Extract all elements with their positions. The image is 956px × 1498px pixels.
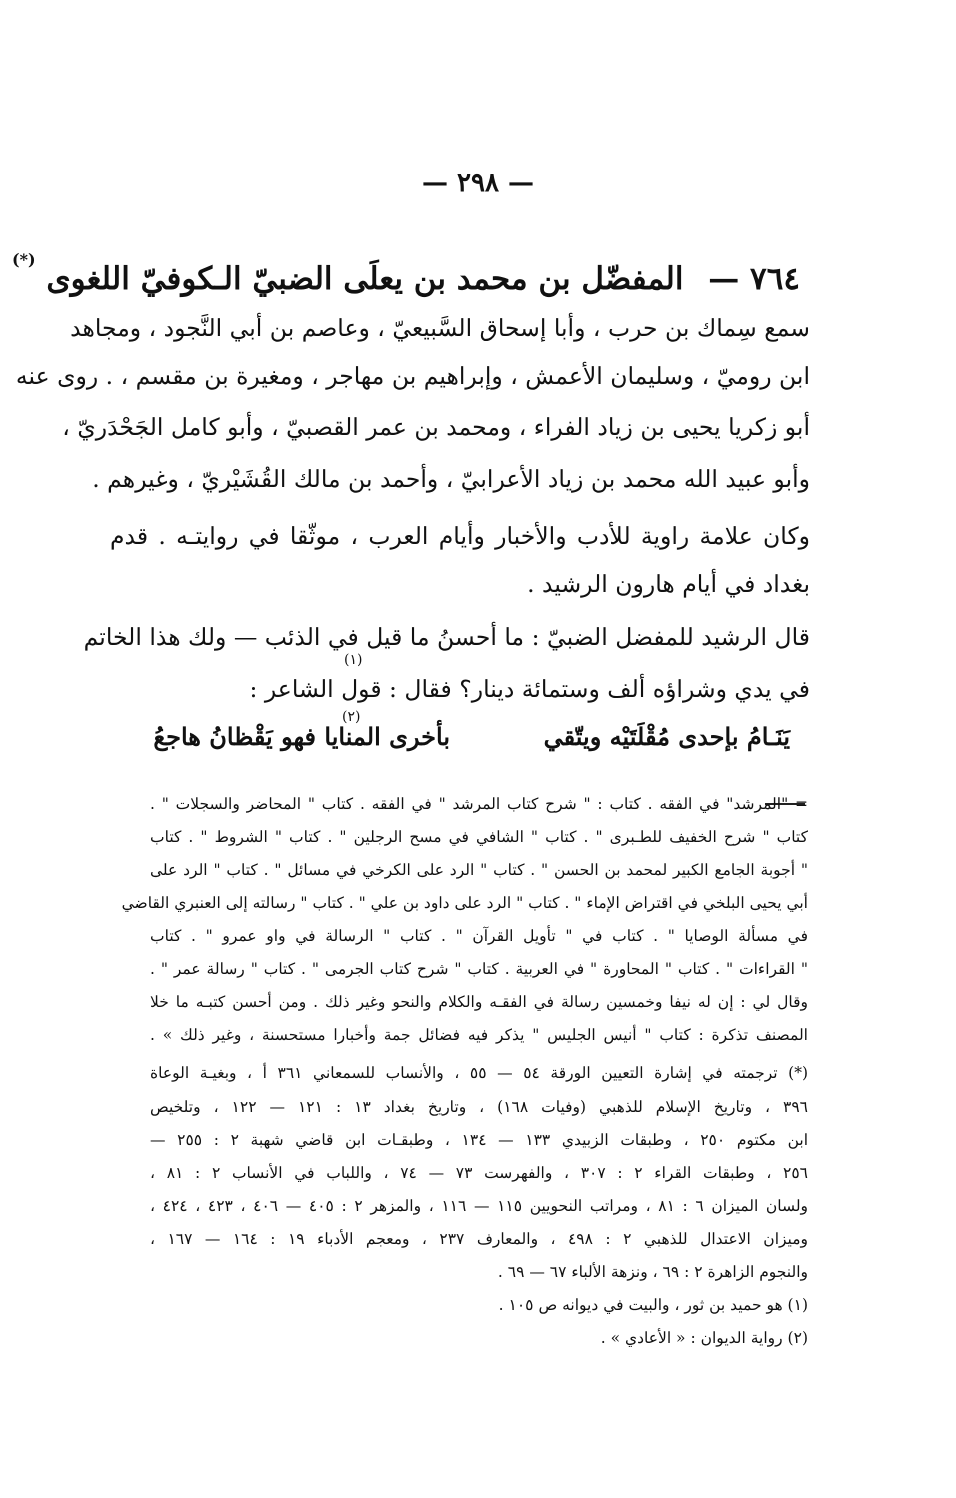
- footnote-line: وقال لي : إن له نيفا وخمسين رسالة في الفقـه والكلام والنحو وغير ذلك . ومن أحسن كتبـه ما خلا: [150, 993, 808, 1011]
- body-line-text: في يدي وشراؤه ألف وستمائة دينار؟ فقال : قول الشاعر :: [249, 675, 810, 703]
- body-line: وأبو عبيد الله محمد بن زياد الأعرابيّ ، وأحمد بن مالك القُشَيْريّ ، وغيرهم .: [92, 465, 810, 493]
- entry-name: المفضّل بن محمد بن يعلَى الضبيّ الـكوفيّ اللغوى: [46, 261, 684, 297]
- footnote-1: (١) هو حميد بن ثور ، والبيت في ديوانه ص ١٠٥ .: [498, 1296, 808, 1314]
- sources-line: ٣٩٦ ، وتاريخ الإسلام للذهبي (وفيات ١٦٨) ، وتاريخ بغداد ١٣ : ١٢١ — ١٢٢ ، وتلخيص: [150, 1098, 808, 1116]
- note-ref-1: (١): [344, 652, 363, 668]
- sources-line: (*) ترجمته في إشارة التعيين الورقة ٥٤ — ٥٥ ، والأنساب للسمعاني ٣٦١ أ ، وبغيـة الوعاة: [150, 1064, 809, 1082]
- body-line: ابن روميّ ، وسليمان الأعمش ، وإبراهيم بن مهاجر ، ومغيرة بن مقسم ، . روى عنه: [15, 362, 810, 390]
- verse-second-hemistich: بأخرى المنايا فهو يَقْظانُ هاجعُ: [153, 722, 450, 751]
- footnote-line: " أجوبة الجامع الكبير لمحمد بن الحسن " . كتاب " الرد على الكرخي في مسائل " . كتاب " الرد على: [150, 861, 808, 879]
- sources-line: ولسان الميزان ٦ : ٨١ ، ومراتب النحويين ١١٥ — ١١٦ ، والمزهر ٢ : ٤٠٥ — ٤٠٦ ، ٤٢٣ ، ٤٢٤ ،: [150, 1197, 809, 1215]
- sources-line: ٢٥٦ ، وطبقات القراء ٢ : ٣٠٧ ، والفهرست ٧٣ — ٧٤ ، واللباب في الأنساب ٢ : ٨١ ،: [150, 1164, 809, 1182]
- entry-number: ٧٦٤ —: [708, 261, 800, 297]
- entry-note-marker: (*): [12, 250, 36, 269]
- footnote-line: المصنف تذكرة : كتاب " أنيس الجليس " يذكر فيه فضائل جمة وأخبارا مستحسنة ، وغير ذلك » .: [150, 1026, 808, 1044]
- body-line: سمع سِماك بن حرب ، وأبا إسحاق السَّبيعيّ ، وعاصم بن أبي النَّجود ، ومجاهد: [70, 314, 810, 342]
- page-number: — ٢٩٨ —: [421, 168, 535, 198]
- note-ref-2: (٢): [342, 709, 361, 725]
- verse-first-hemistich: يَنَـامُ بإحدى مُقْلَتَيْه ويتّقي: [543, 722, 790, 751]
- footnote-2: (٢) رواية الديوان : « الأعادي » .: [600, 1329, 808, 1347]
- footnote-line: كتاب " شرح الخفيف للطـبرى " . كتاب " الشافي في مسح الرجلين " . كتاب " الشروط " . كتاب: [150, 828, 808, 846]
- footnote-line: أبي يحيى البلخي في اقتراض الإماء " . كتاب " الرد على داود بن علي " . كتاب " رسالته إلى العنبري القاضي: [121, 894, 808, 912]
- body-line: [110, 675, 810, 703]
- entry-title: [12, 250, 800, 297]
- sources-line: وميزان الاعتدال للذهبي ٢ : ٤٩٨ ، والمعارف ٢٣٧ ، ومعجم الأدباء ١٩ : ١٦٤ — ١٦٧ ،: [150, 1230, 809, 1248]
- footnote-line: " القراءات " . كتاب " المحاورة " في العربية . كتاب " شرح كتاب الجرمى " . كتاب " رسالة عمر " .: [150, 960, 808, 978]
- body-line: قال الرشيد للمفضل الضبيّ : ما أحسنُ ما قيل في الذئب — ولك هذا الخاتم: [83, 623, 810, 651]
- sources-line: والنجوم الزاهرة ٢ : ٦٩ ، ونزهة الألباء ٦٧ — ٦٩ .: [497, 1263, 808, 1281]
- body-line: أبو زكريا يحيى بن زياد الفراء ، ومحمد بن عمر القصبيّ ، وأبو كامل الجَحْدَريّ ،: [62, 413, 810, 441]
- body-line: وكان علامة راوية للأدب والأخبار وأيام العرب ، موثّقا في روايتـه . قدم: [110, 522, 810, 550]
- footnote-line: في مسألة الوصايا " . كتاب في " تأويل القرآن " . كتاب " الرسالة في واو عمرو " . كتاب: [150, 927, 808, 945]
- footnote-line: = "المرشد" في الفقه . كتاب : " شرح كتاب المرشد " في الفقه . كتاب " المحاضر والسجلات " .: [150, 795, 808, 813]
- sources-line: ابن مكتوم ٢٥٠ ، وطبقات الزبيدي ١٣٣ — ١٣٤ ، وطبقـات ابن قاضي شهبة ٢ : ٢٥٥ —: [150, 1131, 808, 1149]
- body-line: بغداد في أيام هارون الرشيد .: [527, 570, 810, 598]
